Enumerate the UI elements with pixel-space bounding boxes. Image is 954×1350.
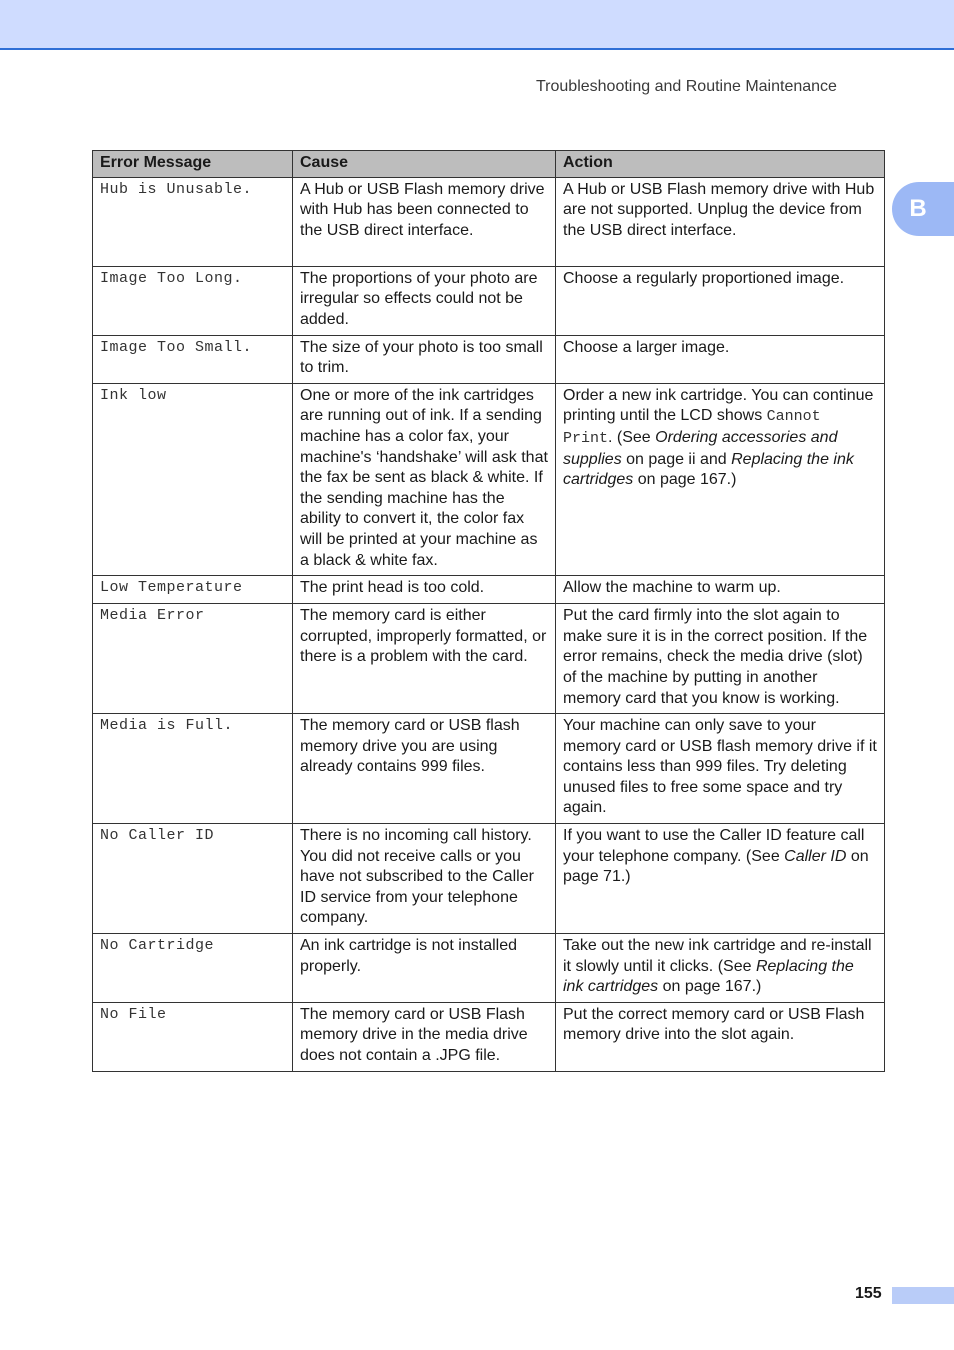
error-message-cell: No Cartridge (93, 934, 293, 1003)
error-message-cell: Ink low (93, 383, 293, 575)
action-text: on page 167.) (658, 978, 762, 996)
table-row (93, 1002, 885, 1071)
action-text: Order a new ink cartridge. You can continue printing until the LCD shows (563, 386, 874, 425)
action-cell: Choose a larger image. (556, 335, 885, 383)
action-cell: Choose a regularly proportioned image. (556, 266, 885, 335)
column-header-cause: Cause (293, 151, 556, 178)
column-header-action: Action (556, 151, 885, 178)
table-header-row (93, 151, 885, 178)
error-message-cell: Media Error (93, 604, 293, 714)
table-row (93, 383, 885, 575)
cross-reference-replacing-cartridges: Replacing the ink cartridges (563, 957, 854, 996)
action-cell: Your machine can only save to your memory card or USB flash memory drive if it contains less than 999 files. Try deleting unused files to free some space and try again. (556, 714, 885, 824)
action-text: Take out the new ink cartridge and re-install it slowly until it clicks. (See (563, 937, 872, 975)
action-text: on page 167.) (633, 471, 737, 489)
cause-cell: The size of your photo is too small to trim. (293, 335, 556, 383)
table-row (93, 934, 885, 1003)
action-text: . (See (608, 428, 656, 446)
cause-cell: There is no incoming call history. You did not receive calls or you have not subscribed to the Caller ID service from your telephone company. (293, 824, 556, 934)
page-number: 155 (855, 1285, 882, 1302)
table-row (93, 714, 885, 824)
page-number-bar (892, 1287, 954, 1304)
action-cell: Put the correct memory card or USB Flash memory drive into the slot again. (556, 1002, 885, 1071)
cause-cell: The print head is too cold. (293, 576, 556, 604)
action-cell: Allow the machine to warm up. (556, 576, 885, 604)
error-message-table (92, 150, 885, 1072)
action-cell (556, 824, 885, 934)
chapter-tab (892, 182, 954, 236)
action-cell: Put the card firmly into the slot again to make sure it is in the correct position. If the error remains, check the media drive (slot) of the machine by putting in another memory card that you know is working. (556, 604, 885, 714)
action-cell: A Hub or USB Flash memory drive with Hub are not supported. Unplug the device from the USB direct interface. (556, 177, 885, 266)
error-message-cell: Image Too Small. (93, 335, 293, 383)
running-header-title: Troubleshooting and Routine Maintenance (536, 78, 837, 95)
table-row (93, 576, 885, 604)
column-header-error-message: Error Message (93, 151, 293, 178)
error-message-cell: No Caller ID (93, 824, 293, 934)
error-message-cell: Image Too Long. (93, 266, 293, 335)
table-row (93, 824, 885, 934)
top-header-band (0, 0, 954, 50)
cause-cell: The memory card or USB flash memory drive you are using already contains 999 files. (293, 714, 556, 824)
table-row (93, 604, 885, 714)
action-cell (556, 934, 885, 1003)
action-text: on page ii and (621, 450, 732, 468)
cross-reference-replacing-cartridges: Replacing the ink cartridges (563, 450, 854, 489)
error-message-cell: Media is Full. (93, 714, 293, 824)
action-text: on page 71.) (563, 847, 869, 886)
error-message-cell: Low Temperature (93, 576, 293, 604)
table-row (93, 266, 885, 335)
cause-cell: An ink cartridge is not installed properly. (293, 934, 556, 1003)
table-row (93, 177, 885, 266)
action-text: If you want to use the Caller ID feature call your telephone company. (See (563, 827, 865, 865)
action-cell (556, 383, 885, 575)
error-message-cell: No File (93, 1002, 293, 1071)
cause-cell: The proportions of your photo are irregular so effects could not be added. (293, 266, 556, 335)
cross-reference-caller-id: Caller ID (784, 847, 847, 865)
lcd-message-text: Cannot Print (563, 408, 821, 447)
cause-cell: The memory card or USB Flash memory drive in the media drive does not contain a .JPG file. (293, 1002, 556, 1071)
chapter-tab-label: B (909, 195, 927, 222)
table-row (93, 335, 885, 383)
cause-cell: The memory card is either corrupted, improperly formatted, or there is a problem with the card. (293, 604, 556, 714)
cause-cell: One or more of the ink cartridges are running out of ink. If a sending machine has a color fax, your machine's ‘handshake’ will ask that the fax be sent as black & white. If the sending machine has the ability to convert it, the color fax will be printed at your machine as a black & white fax. (293, 383, 556, 575)
cross-reference-ordering: Ordering accessories and supplies (563, 428, 838, 468)
error-message-cell: Hub is Unusable. (93, 177, 293, 266)
cause-cell: A Hub or USB Flash memory drive with Hub has been connected to the USB direct interface. (293, 177, 556, 266)
